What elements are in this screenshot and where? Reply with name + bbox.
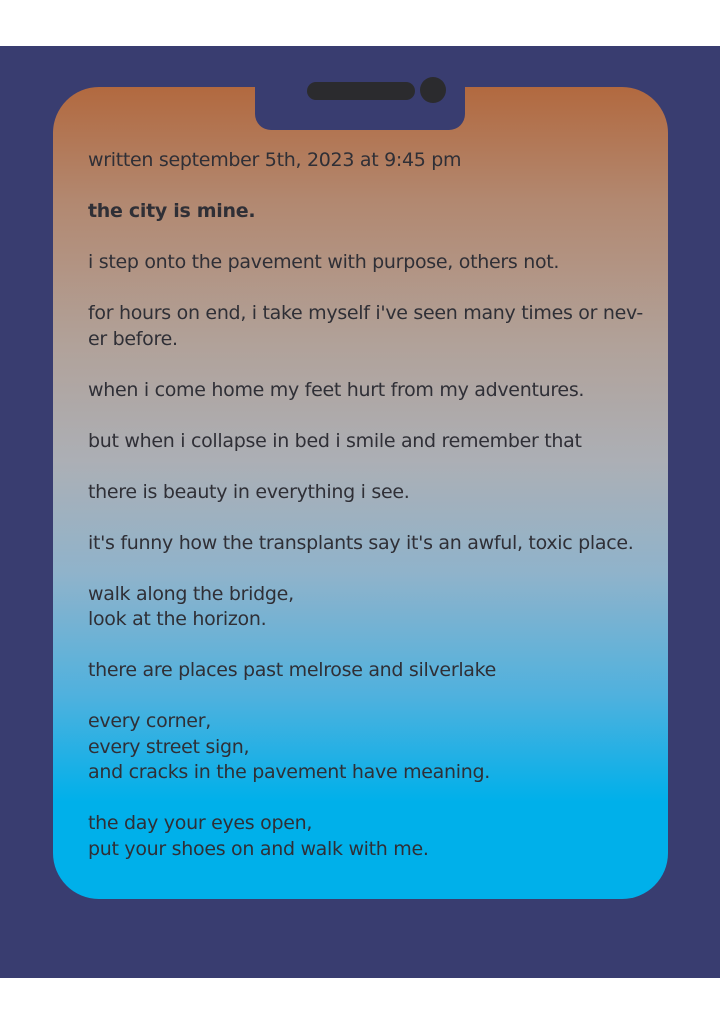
speaker-icon bbox=[307, 82, 415, 100]
note-line bbox=[88, 811, 648, 862]
note-line-part: every street sign, bbox=[88, 735, 250, 758]
note-line: i step onto the pavement with purpose, others not. bbox=[88, 251, 560, 273]
note-line-part: every corner, bbox=[88, 710, 211, 732]
note-line-part: the day your eyes open, bbox=[88, 812, 313, 834]
note-title: the city is mine. bbox=[88, 200, 256, 222]
note-line: there are places past melrose and silverlake bbox=[88, 659, 497, 681]
note-line: there is beauty in everything i see. bbox=[88, 480, 410, 503]
note-line-part: and cracks in the pavement have meaning. bbox=[88, 761, 490, 783]
note-line-part: look at the horizon. bbox=[88, 608, 267, 630]
note-line-part: walk along the bridge, bbox=[88, 582, 294, 605]
note-date: written september 5th, 2023 at 9:45 pm bbox=[88, 149, 462, 171]
note-line bbox=[88, 582, 648, 633]
note-line-part: er before. bbox=[88, 327, 178, 350]
note-line-part: for hours on end, i take myself i've seen many times or nev- bbox=[88, 302, 643, 324]
note-line: it's funny how the transplants say it's an awful, toxic place. bbox=[88, 531, 634, 554]
note-line-part: put your shoes on and walk with me. bbox=[88, 837, 429, 860]
note-body bbox=[88, 148, 648, 888]
note-line bbox=[88, 709, 648, 786]
note-line: when i come home my feet hurt from my adventures. bbox=[88, 378, 585, 401]
note-line bbox=[88, 301, 648, 352]
camera-icon bbox=[420, 77, 446, 103]
note-line: but when i collapse in bed i smile and remember that bbox=[88, 429, 582, 452]
